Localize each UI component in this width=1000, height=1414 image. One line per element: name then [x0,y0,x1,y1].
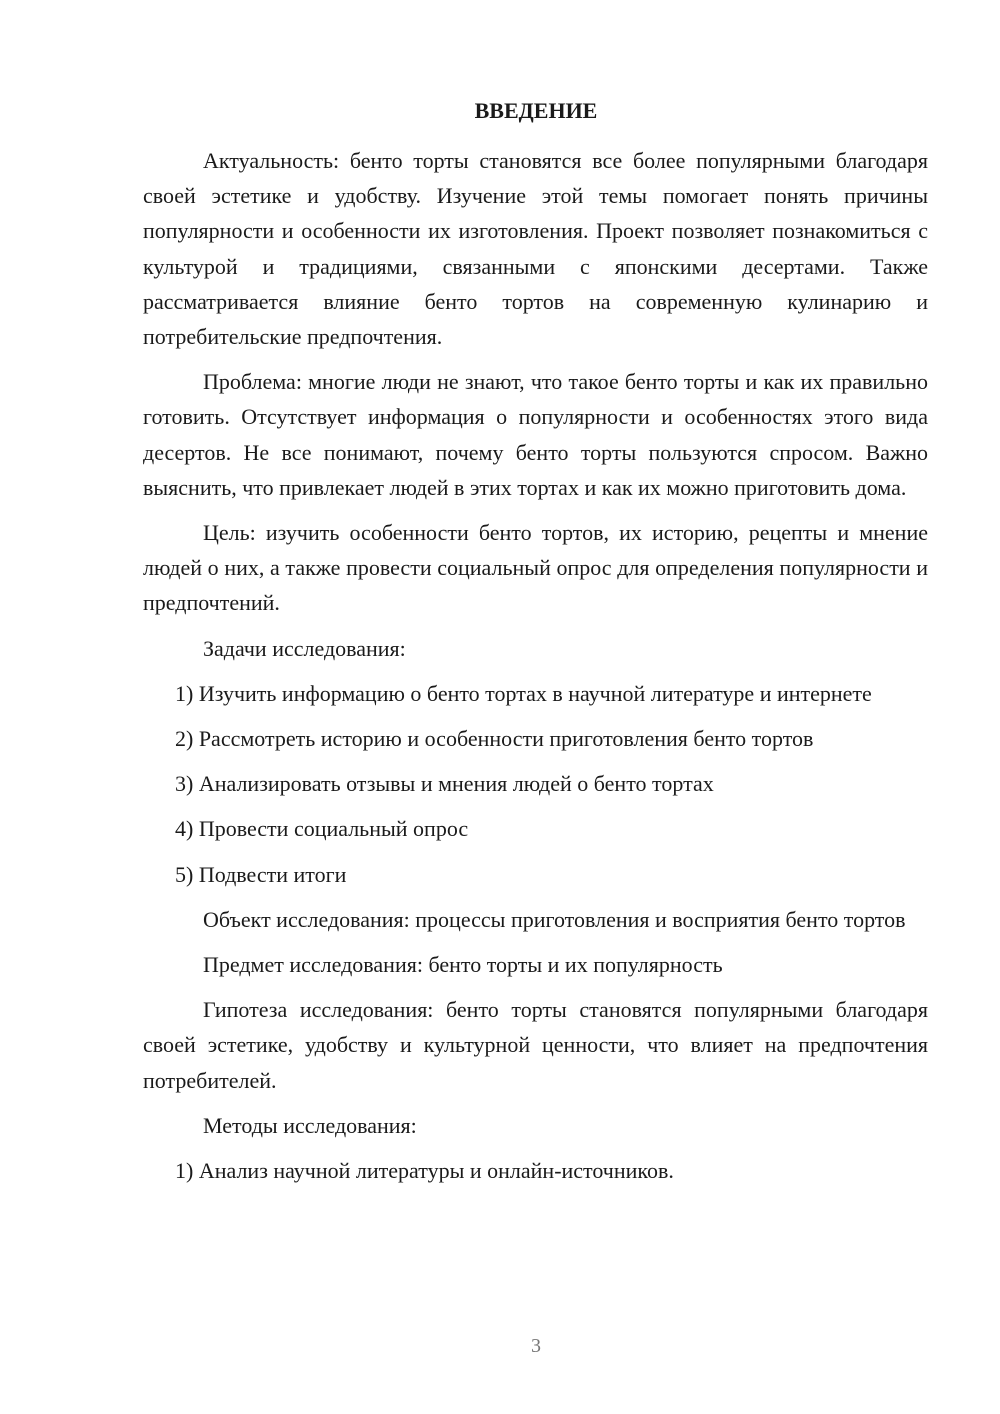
document-body [143,143,928,1198]
task-item: 1) Изучить информацию о бенто тортах в научной литературе и интернете [175,680,872,706]
research-object: Объект исследования: процессы приготовления и восприятия бенто тортов [203,906,906,932]
task-item: 4) Провести социальный опрос [175,816,469,842]
method-item: 1) Анализ научной литературы и онлайн-источников. [175,1158,674,1184]
problem-paragraph: Проблема: многие люди не знают, что такое бенто торты и как их правильно готовить. Отсутствует информация о популярности и особенностях этого вида десертов. Не все понимают, почему бенто торты пользуются спросом. Важно выяснить, что привлекает людей в этих тортах и как их можно приготовить дома. [143,369,928,500]
page-title: ВВЕДЕНИЕ [474,98,598,123]
task-item: 5) Подвести итоги [175,861,347,887]
task-item: 3) Анализировать отзывы и мнения людей о бенто тортах [175,771,714,797]
methods-heading: Методы исследования: [203,1112,417,1138]
task-item: 2) Рассмотреть историю и особенности приготовления бенто тортов [175,726,814,752]
page-number: 3 [531,1335,541,1357]
tasks-heading: Задачи исследования: [203,635,406,661]
research-hypothesis: Гипотеза исследования: бенто торты становятся популярными благодаря своей эстетике, удобству и культурной ценности, что влияет на предпочтения потребителей. [143,997,928,1093]
goal-paragraph: Цель: изучить особенности бенто тортов, их историю, рецепты и мнение людей о них, а также провести социальный опрос для определения популярности и предпочтений. [143,520,928,616]
research-subject: Предмет исследования: бенто торты и их популярность [203,952,723,978]
relevance-paragraph: Актуальность: бенто торты становятся все более популярными благодаря своей эстетике и удобству. Изучение этой темы помогает понять причины популярности и особенности их изготовления. Проект позволяет познакомиться с культурой и традициями, связанными с японскими десертами. Также рассматривается влияние бенто тортов на современную кулинарию и потребительские предпочтения. [143,148,928,350]
